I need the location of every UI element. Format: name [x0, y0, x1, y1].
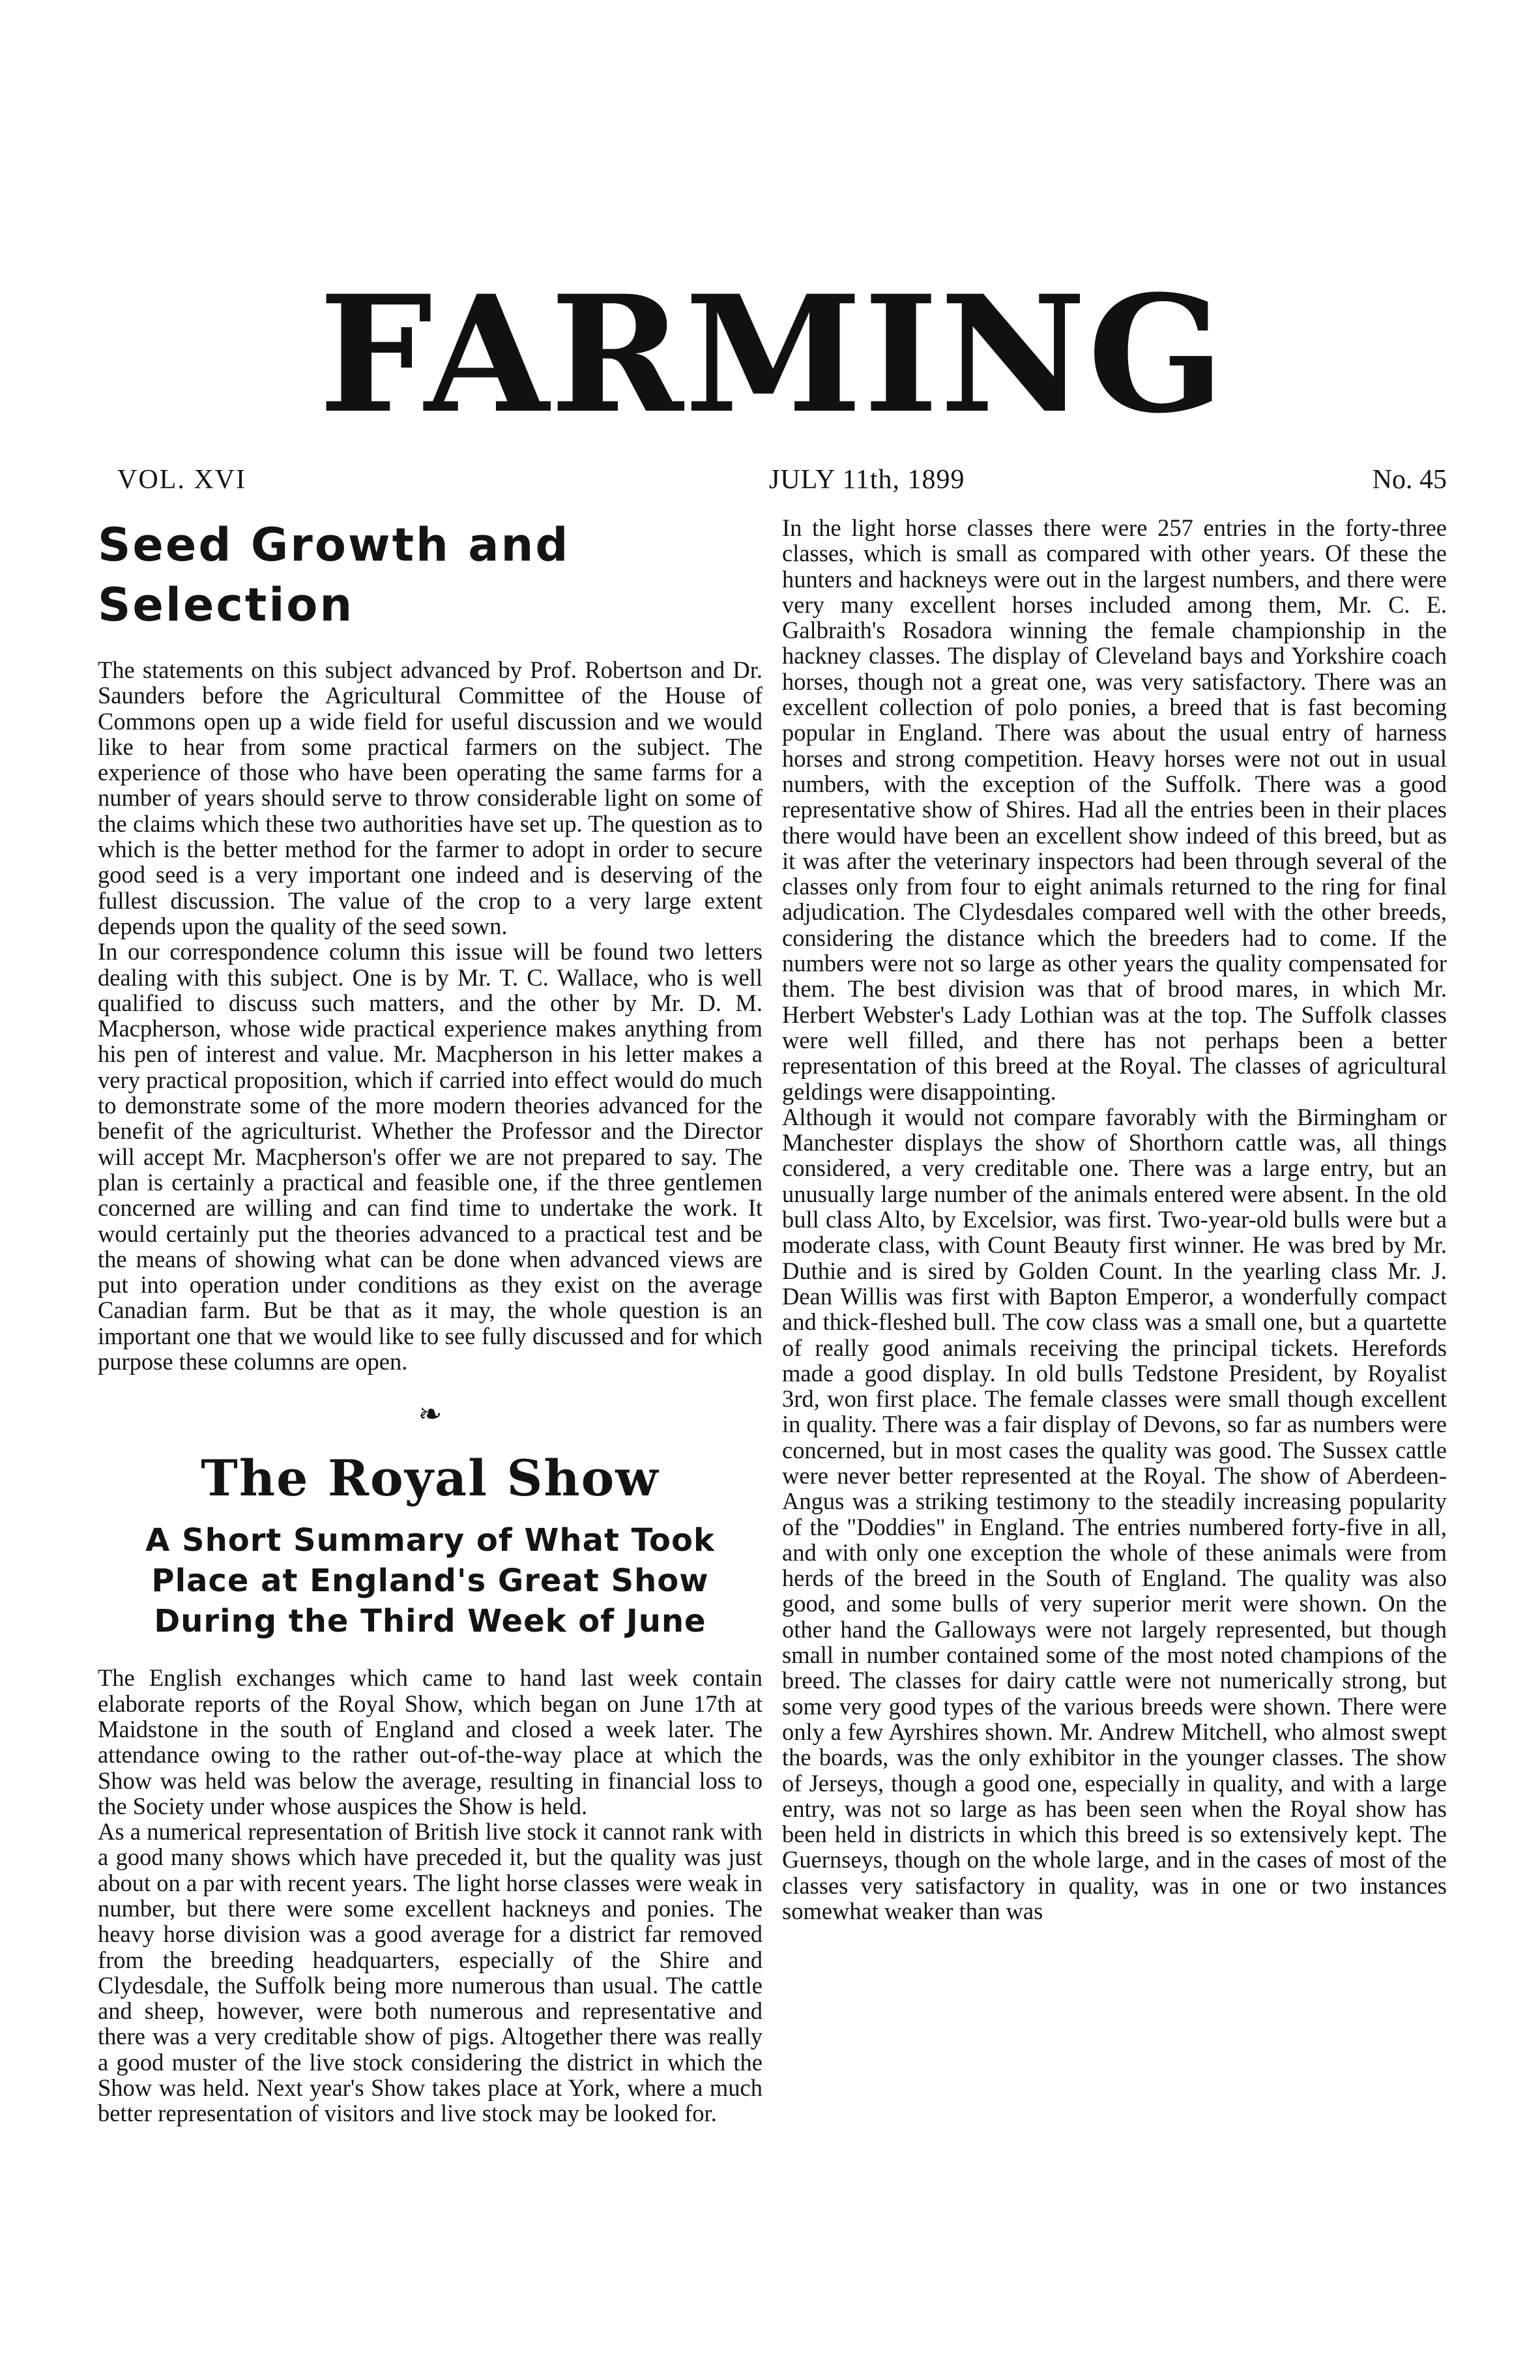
article-paragraph: Although it would not compare favorably with the Birmingham or Manchester displays the show of Shorthorn cattle was, all things considered, a very creditable one. There was a large entry, but an unusually large number of the animals entered were absent. In the old bull class Alto, by Excelsior, was first. Two-year-old bulls were but a moderate class, with Count Beauty first winner. He was bred by Mr. Duthie and is sired by Golden Count. In the yearling class Mr. J. Dean Willis was first with Bapton Emperor, a wonderfully compact and thick-fleshed bull. The cow class was a small one, but a quartette of really good animals receiving the principal tickets. Herefords made a good display. In old bulls Tedstone President, by Royalist 3rd, won first place. The female classes were small though excellent in quality. There was a fair display of Devons, so far as numbers were concerned, but in most cases the quality was good. The Sussex cattle were never better represented at the Royal. The show of Aberdeen-Angus was a striking testimony to the steadily increasing popularity of the "Doddies" in England. The entries numbered forty-five in all, and with only one exception the whole of these animals were from herds of the breed in the South of England. The quality was also good, and some bulls of very superior merit were shown. On the other hand the Galloways were not largely represented, but though small in number contained some of the most noted champions of the breed. The classes for dairy cattle were not numerically strong, but some very good types of the various breeds were shown. There were only a few Ayrshires shown. Mr. Andrew Mitchell, who almost swept the boards, was the only exhibitor in the younger classes. The show of Jerseys, though a good one, especially in quality, and with a large entry, was not so large as has been seen when the Royal show has been held in districts in which this breed is so extensively kept. The Guernseys, though on the whole large, and in the cases of most of the classes very satisfactory in quality, was in one or two instances somewhat weaker than was	[782, 1103, 1447, 1925]
ornament-icon: ❧	[418, 1398, 443, 1432]
left-column	[98, 515, 763, 2126]
volume-number: VOL. XVI	[117, 465, 246, 495]
article-title-royal-show: The Royal Show	[201, 1449, 660, 1508]
issue-date: JULY 11th, 1899	[769, 465, 965, 495]
masthead-title: FARMING	[319, 261, 1226, 449]
issue-number: No. 45	[1372, 465, 1447, 495]
article-subtitle-royal-show: A Short Summary of What Took Place at England's Great Show During the Third Week of June	[145, 1522, 715, 1640]
issue-line	[117, 460, 1447, 499]
article-paragraph: In the light horse classes there were 257 entries in the forty-three classes, which is small as compared with other years. Of these the hunters and hackneys were out in the largest numbers, and there were very many excellent horses included among them, Mr. C. E. Galbraith's Rosadora winning the female championship in the hackney classes. The display of Cleveland bays and Yorkshire coach horses, though not a great one, was very satisfactory. There was an excellent collection of polo ponies, a breed that is fast becoming popular in England. There was about the usual entry of harness horses and strong competition. Heavy horses were not out in usual numbers, with the exception of the Suffolk. There was a good representative show of Shires. Had all the entries been in their places there would have been an excellent show indeed of this breed, but as it was after the veterinary inspectors had been through several of the classes only from four to eight animals returned to the ring for final adjudication. The Clydesdales compared well with the other breeds, considering the distance which the breeders had to come. If the numbers were not so large as other years the quality compensated for them. The best division was that of brood mares, in which Mr. Herbert Webster's Lady Lothian was at the top. The Suffolk classes were well filled, and there has not perhaps been a better representation of this breed at the Royal. The classes of agricultural geldings were disappointing.	[782, 514, 1447, 1105]
article-title-seed-growth: Seed Growth and Selection	[98, 518, 570, 632]
article-paragraph: As a numerical representation of British live stock it cannot rank with a good many shows which have preceded it, but the quality was just about on a par with recent years. The light horse classes were weak in number, but there were some excellent hackneys and ponies. The heavy horse division was a good average for a district far removed from the breeding headquarters, especially of the Shire and Clydesdale, the Suffolk being more numerous than usual. The cattle and sheep, however, were both numerous and representative and there was a very creditable show of pigs. Altogether there was really a good muster of the live stock considering the district in which the Show was held. Next year's Show takes place at York, where a much better representation of visitors and live stock may be looked for.	[98, 1818, 763, 2127]
article-paragraph: In our correspondence column this issue will be found two letters dealing with this subject. One is by Mr. T. C. Wallace, who is well qualified to discuss such matters, and the other by Mr. D. M. Macpherson, whose wide practical experience makes anything from his pen of interest and value. Mr. Macpherson in his letter makes a very practical proposition, which if carried into effect would do much to demonstrate some of the more modern theories advanced for the benefit of the agriculturist. Whether the Professor and the Director will accept Mr. Macpherson's offer we are not prepared to say. The plan is certainly a practical and feasible one, if the three gentlemen concerned are willing and can find time to undertake the work. It would certainly put the theories advanced to a practical test and be the means of showing what can be done when advanced views are put into operation under conditions as they exist on the average Canadian farm. But be that as it may, the whole question is an important one that we would like to see fully discussed and for which purpose these columns are open.	[98, 938, 763, 1375]
article-paragraph: The statements on this subject advanced by Prof. Robertson and Dr. Saunders before the Agricultural Committee of the House of Commons open up a wide field for useful discussion and we would like to hear from some practical farmers on the subject. The experience of those who have been operating the same farms for a number of years should serve to throw considerable light on some of the claims which these two authorities have set up. The question as to which is the better method for the farmer to adopt in order to secure good seed is a very important one indeed and is deserving of the fullest discussion. The value of the crop to a very large extent depends upon the quality of the seed sown.	[98, 656, 763, 939]
article-paragraph: The English exchanges which came to hand last week contain elaborate reports of the Royal Show, which began on June 17th at Maidstone in the south of England and closed a week later. The attendance owing to the rather out-of-the-way place at which the Show was held was below the average, resulting in financial loss to the Society under whose auspices the Show is held.	[98, 1664, 763, 1819]
right-column	[782, 515, 1447, 1924]
